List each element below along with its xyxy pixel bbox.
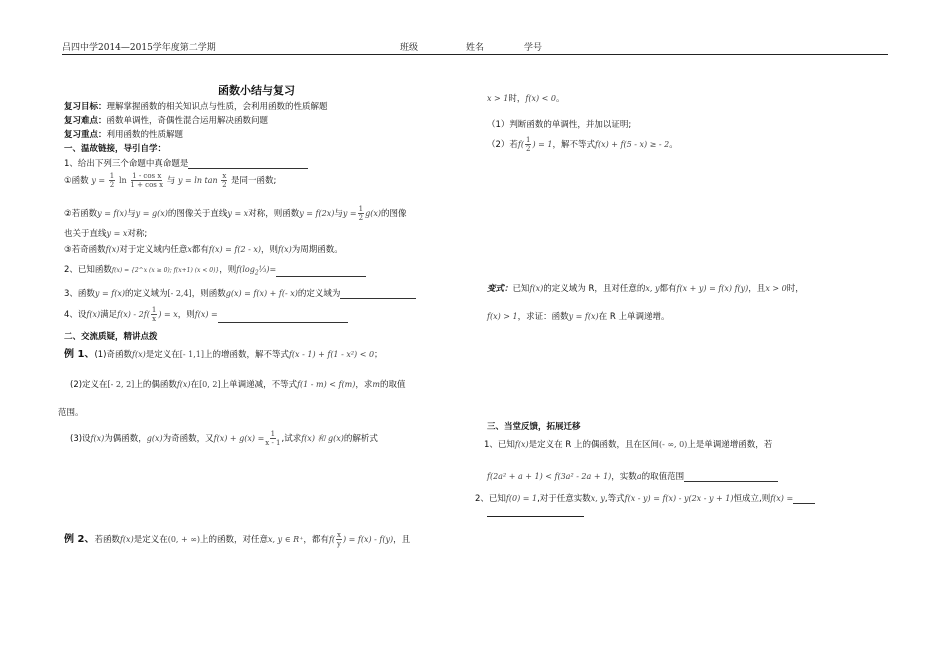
goal-line (64, 100, 328, 112)
text: 的定义域为 (297, 289, 341, 299)
denominator: 2 (109, 181, 115, 189)
text: 。 (556, 94, 565, 104)
text: ，解不等式 (552, 140, 595, 150)
difficulty-line (64, 114, 268, 126)
page-title: 函数小结与复习 (218, 84, 295, 97)
text: 对于定义域内任意 (119, 245, 188, 255)
math: f(x + y) = f(x) f(y) (676, 284, 749, 293)
math: y = x (227, 209, 249, 218)
fraction (525, 136, 531, 153)
math: g(x) (365, 209, 381, 218)
question-1-item-a (64, 172, 276, 189)
math: y = g(x) (135, 209, 168, 218)
math: y = ln tan (177, 176, 218, 185)
math: f(2a² + a + 1) < f(3a² - 2a + 1) (487, 472, 612, 481)
math: f(x) (514, 440, 529, 449)
text: 对称; (127, 229, 148, 239)
math: f( (328, 535, 336, 544)
text: 上的增函数，解不等式 (203, 350, 289, 360)
text: 上的偶函数 (134, 380, 177, 390)
text: ,试求 (281, 434, 302, 444)
header-school: 吕四中学2014—2015学年度第二学期 (62, 43, 216, 53)
math: f(x) (119, 535, 134, 544)
variant-problem (487, 282, 804, 294)
example-2-continued (487, 92, 565, 104)
question-3 (64, 287, 416, 299)
question-1-item-b-line2 (64, 227, 147, 239)
text: 上的函数，对任意 (200, 535, 269, 545)
math: f(x) + g(x) = (213, 434, 265, 443)
math: f(log (236, 265, 255, 274)
answer-blank-continuation (487, 516, 584, 517)
question-1 (64, 157, 308, 169)
text: ； (374, 350, 383, 360)
header-id-label: 学号 (524, 43, 543, 53)
math: f(x) (132, 350, 146, 359)
math: ) = x (158, 310, 178, 319)
focus-label: 复习重点： (64, 130, 107, 140)
math: x > 1 (487, 94, 509, 103)
text: 是定义在 (133, 535, 168, 545)
math: f(x - y) = f(x) - y(2x - y + 1) (624, 494, 734, 503)
math: f(x) (105, 245, 120, 254)
text: ,等式 (604, 494, 625, 504)
math: ln (118, 176, 127, 185)
math: f(x) + f(5 - x) ≥ - 2 (595, 140, 670, 149)
numerator: x (222, 172, 227, 180)
math: y = f(x) (568, 312, 599, 321)
text: 若函数 (94, 535, 120, 545)
math: f(x) - 2f( (117, 310, 150, 319)
answer-blank (276, 267, 366, 277)
math: x > 0 (765, 284, 787, 293)
numerator: 1 - cos x (132, 172, 162, 180)
denominator: 1 + cos x (130, 181, 164, 189)
text: ,对于任意实数 (537, 494, 591, 504)
text: 恒成立,则 (733, 494, 771, 504)
math: f( (517, 140, 525, 149)
question-4 (64, 306, 348, 323)
text: 都有 (659, 284, 677, 294)
text: 满足 (100, 310, 118, 320)
math: f(0) = 1 (505, 494, 538, 503)
text: 为偶函数， (104, 434, 147, 444)
math: (- ∞, 0) (658, 440, 688, 449)
text: 的图像 (380, 209, 407, 219)
text: 的图像关于直线 (167, 209, 228, 219)
math: g(x) (146, 434, 163, 443)
answer-blank (188, 159, 308, 169)
text: 时， (786, 284, 804, 294)
numerator: 1 (526, 136, 531, 144)
math: f(x) (529, 284, 544, 293)
text: 已知 (512, 284, 530, 294)
math: f(x) (90, 434, 105, 443)
answer-blank (684, 472, 778, 482)
text: 是定义在 R 上的偶函数，且在区间 (528, 440, 659, 450)
text: 与 (334, 209, 343, 219)
denominator: 2 (526, 145, 531, 153)
math: ⅓) (258, 265, 270, 274)
math: = (269, 265, 277, 274)
text: ，都有 (303, 535, 329, 545)
answer-blank (793, 494, 815, 504)
math: f(x) (176, 380, 191, 389)
answer-blank (218, 313, 348, 323)
example-2-subquestion-1: （1）判断函数的单调性，并加以证明; (487, 120, 632, 130)
math: f(x) < 0 (525, 94, 556, 103)
numerator: x (337, 531, 341, 539)
fraction (151, 306, 157, 323)
question-1-text: 1、给出下列三个命题中真命题是 (64, 159, 189, 169)
text: 的取值范围 (641, 472, 685, 482)
math: f(x) > 1 (487, 312, 518, 321)
text: 的取值 (379, 380, 406, 390)
text: 为奇函数，又 (162, 434, 214, 444)
text: 也关于直线 (64, 229, 107, 239)
math: [- 1,1] (179, 350, 204, 359)
fraction (358, 205, 364, 222)
math: x, y (590, 494, 605, 503)
math: m (372, 380, 380, 389)
example-1-part-2 (70, 378, 405, 390)
math: (0, + ∞) (167, 535, 201, 544)
text: 在 (190, 380, 200, 390)
math: f(x - 1) + f(1 - x²) < 0 (288, 350, 375, 359)
text: ，实数 (611, 472, 637, 482)
text: （2）若 (487, 140, 518, 150)
difficulty-text: 函数单调性，奇偶性混合运用解决函数问题 (106, 116, 269, 126)
text: ，且 (393, 535, 411, 545)
question-1-item-b (64, 205, 406, 222)
example-2-subquestion-2 (487, 136, 678, 153)
math: x, y ∈ R⁺ (268, 535, 304, 544)
text: 与 (127, 209, 136, 219)
header-class-label: 班级 (400, 43, 419, 53)
text: 在 R 上单调递增。 (598, 312, 670, 322)
feedback-question-1-line2 (487, 470, 778, 482)
math: f(x) 和 g(x) (301, 434, 344, 443)
text: (2)定义在 (70, 380, 108, 390)
text: 上是单调递增函数，若 (687, 440, 773, 450)
section-heading-3: 三、当堂反馈，拓展迁移 (487, 422, 581, 432)
denominator: 2 (222, 181, 227, 189)
answer-blank (340, 289, 416, 299)
text: 与 (166, 176, 176, 186)
text: 1、已知 (484, 440, 515, 450)
focus-text: 利用函数的性质解题 (106, 130, 184, 140)
math: f(x) = (770, 494, 794, 503)
section-heading-1: 一、温故链接，导引自学： (64, 144, 167, 154)
math: f(1 - m) < f(m) (297, 380, 356, 389)
math: [0, 2] (199, 380, 221, 389)
math: y = (342, 209, 357, 218)
math: x, y (645, 284, 660, 293)
denominator: x (152, 315, 157, 323)
text: ，则 (219, 265, 237, 275)
math: 2 (254, 269, 259, 277)
denominator: 2 (358, 214, 364, 222)
text: 为周期函数。 (291, 245, 343, 255)
fraction (336, 531, 342, 548)
goal-label: 复习目标： (64, 102, 107, 112)
text: (3)设 (70, 434, 91, 444)
text: 的定义域为 R，且对任意的 (543, 284, 646, 294)
math: y = f(x) (97, 209, 128, 218)
text: 3、函数 (64, 289, 95, 299)
example-2-label: 例 2、 (64, 534, 95, 545)
feedback-question-1 (484, 438, 772, 450)
header-rule (62, 54, 888, 55)
math: f(x) (86, 310, 101, 319)
section-heading-2: 二、交流质疑，精讲点拨 (64, 332, 158, 342)
example-1-part-2-line2: 范围。 (58, 408, 84, 418)
fraction (109, 172, 115, 189)
item-a-prefix: ①函数 (64, 176, 89, 186)
header-name-label: 姓名 (466, 43, 485, 53)
text: ，则函数 (191, 289, 226, 299)
math: ) = 1 (532, 140, 553, 149)
text: 上单调递减，不等式 (220, 380, 298, 390)
fraction (130, 172, 163, 189)
text: 都有 (191, 245, 209, 255)
text: ，且 (748, 284, 766, 294)
text: 2、已知函数 (64, 265, 112, 275)
feedback-question-2 (475, 492, 815, 504)
math: y = x (106, 229, 128, 238)
math: f(x) = (194, 310, 218, 319)
example-1-label: 例 1、 (64, 349, 95, 360)
text: 是同一函数; (231, 176, 277, 186)
numerator: 1 (358, 205, 364, 213)
fraction (221, 172, 227, 189)
math: y = f(x) (94, 289, 125, 298)
text: ，求 (355, 380, 373, 390)
math: f(x) = f(2 - x) (208, 245, 261, 254)
fraction (265, 430, 280, 447)
text: ，求证：函数 (517, 312, 569, 322)
example-1-part-3 (70, 430, 378, 447)
math: a (636, 472, 642, 481)
text: 的解析式 (343, 434, 378, 444)
numerator: 1 (151, 306, 157, 314)
variant-label: 变式： (487, 284, 513, 294)
numerator: 1 (109, 172, 115, 180)
math: [- 2, 2] (107, 380, 135, 389)
text: ③若奇函数 (64, 245, 106, 255)
text: 时， (508, 94, 526, 104)
text: 。 (669, 140, 678, 150)
text: ②若函数 (64, 209, 98, 219)
math: y = f(2x) (299, 209, 335, 218)
variant-problem-line2 (487, 310, 669, 322)
math: ) = f(x) - f(y) (342, 535, 394, 544)
example-2 (64, 530, 410, 548)
math: [- 2,4] (167, 289, 192, 298)
math: x (187, 245, 192, 254)
goal-text: 理解掌握函数的相关知识点与性质，会利用函数的性质解题 (106, 102, 328, 112)
math: y = (91, 176, 106, 185)
numerator: 1 (270, 430, 276, 438)
math: f(x) (278, 245, 292, 254)
text: 4、设 (64, 310, 87, 320)
denominator: x - 1 (265, 439, 281, 447)
denominator: y (337, 540, 341, 548)
text: 的定义域为 (124, 289, 168, 299)
text: ，则 (177, 310, 195, 320)
question-1-item-c (64, 243, 343, 255)
text: (1)奇函数 (94, 350, 132, 360)
text: 2、已知 (475, 494, 506, 504)
math: g(x) = f(x) + f(- x) (225, 289, 298, 298)
text: 是定义在 (145, 350, 180, 360)
text: 对称，则函数 (248, 209, 300, 219)
question-2 (64, 263, 366, 277)
text: ，则 (261, 245, 279, 255)
example-1-part-1 (64, 345, 383, 360)
difficulty-label: 复习难点： (64, 116, 107, 126)
focus-line (64, 128, 183, 140)
math: f(x) = {2^x (x ≥ 0); f(x+1) (x < 0)} (111, 267, 220, 274)
